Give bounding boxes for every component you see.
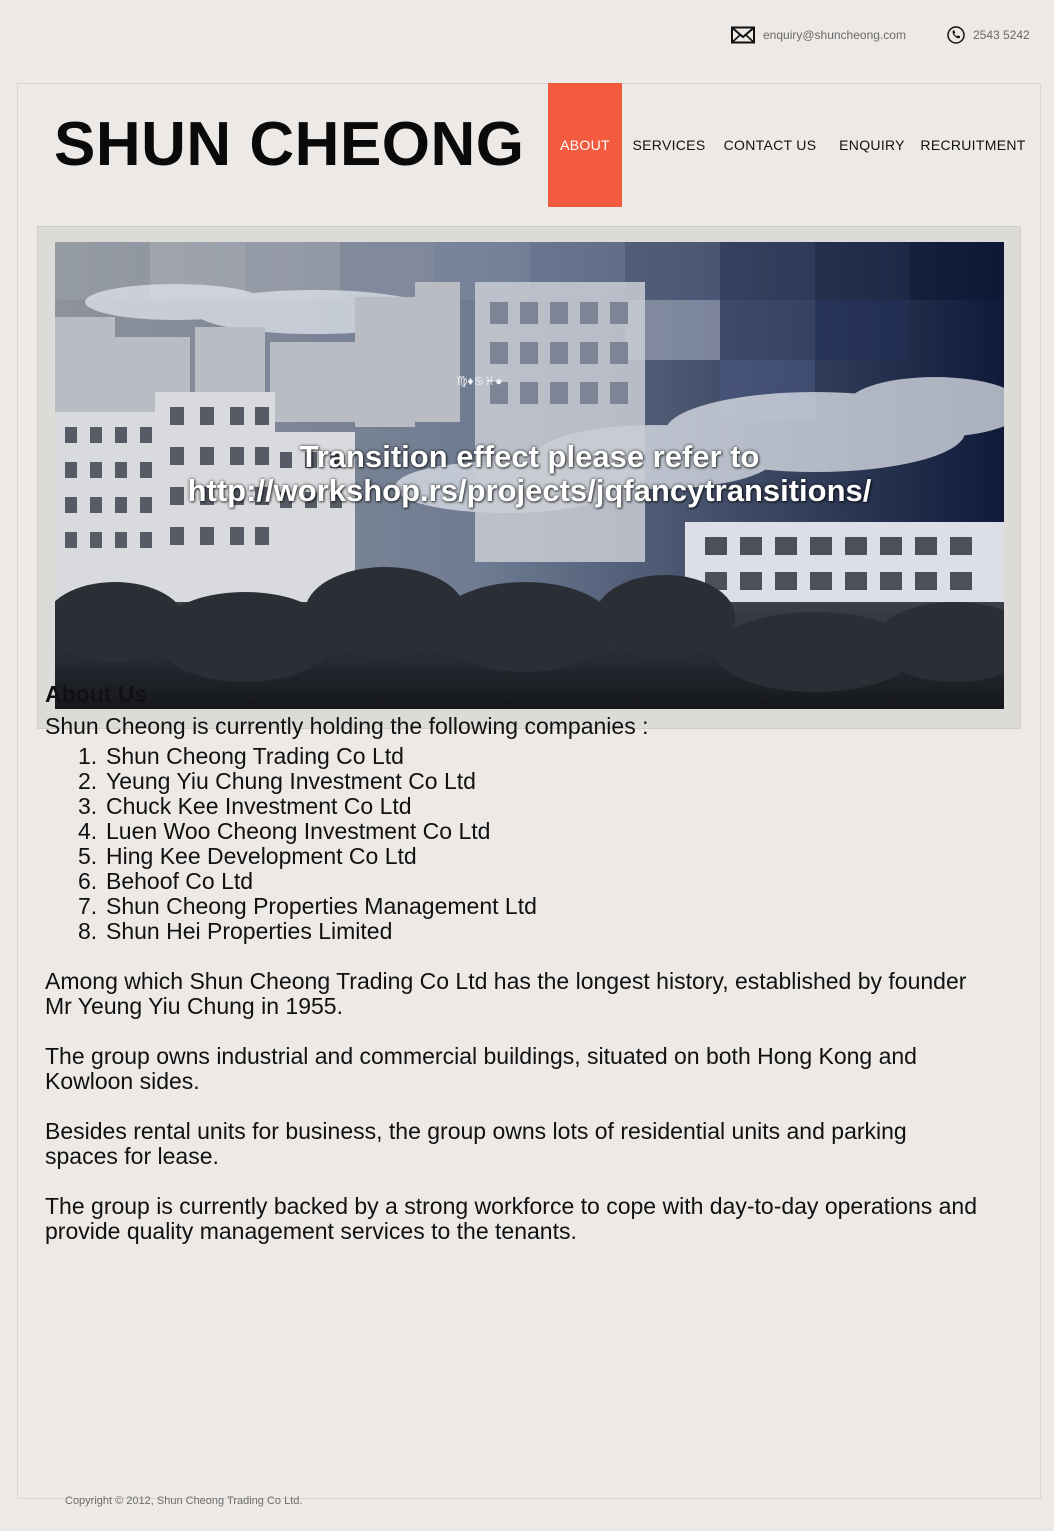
list-number: 1. bbox=[78, 743, 98, 769]
nav-item-contact-us[interactable]: CONTACT US bbox=[723, 137, 817, 153]
envelope-icon bbox=[731, 26, 755, 44]
list-number: 6. bbox=[78, 868, 98, 894]
contact-email[interactable] bbox=[731, 26, 906, 44]
phone-number[interactable]: 2543 5242 bbox=[973, 28, 1030, 42]
about-section bbox=[45, 680, 985, 1244]
list-item bbox=[78, 869, 985, 894]
list-number: 4. bbox=[78, 818, 98, 844]
banner-caption-line-1: Transition effect please refer to bbox=[299, 439, 760, 474]
list-item bbox=[78, 769, 985, 794]
nav-item-enquiry[interactable]: ENQUIRY bbox=[839, 137, 905, 153]
company-name: Behoof Co Ltd bbox=[106, 868, 254, 894]
list-item bbox=[78, 919, 985, 944]
company-name: Yeung Yiu Chung Investment Co Ltd bbox=[106, 768, 476, 794]
list-item bbox=[78, 819, 985, 844]
workforce-paragraph: The group is currently backed by a strong workforce to cope with day-to-day operations and provide quality management services to the tenants. bbox=[45, 1193, 977, 1244]
rental-paragraph: Besides rental units for business, the group owns lots of residential units and parking spaces for lease. bbox=[45, 1118, 907, 1169]
about-intro: Shun Cheong is currently holding the following companies : bbox=[45, 713, 649, 739]
main-nav bbox=[548, 83, 1026, 207]
about-heading: About Us bbox=[45, 681, 148, 707]
nav-item-recruitment[interactable]: RECRUITMENT bbox=[920, 137, 1026, 153]
copyright-text: Copyright © 2012, Shun Cheong Trading Co Ltd. bbox=[65, 1495, 303, 1507]
company-list bbox=[78, 744, 985, 944]
top-contact-bar bbox=[0, 26, 1054, 46]
list-item bbox=[78, 894, 985, 919]
phone-icon bbox=[947, 26, 965, 44]
site-logo[interactable]: SHUN CHEONG bbox=[54, 110, 525, 179]
nav-item-services[interactable]: SERVICES bbox=[632, 137, 706, 153]
company-name: Shun Hei Properties Limited bbox=[106, 918, 393, 944]
company-name: Hing Kee Development Co Ltd bbox=[106, 843, 417, 869]
banner-frame bbox=[37, 226, 1021, 729]
banner-decoration-glyphs: ♍♦♋♓● bbox=[456, 374, 503, 388]
list-number: 2. bbox=[78, 768, 98, 794]
nav-item-about[interactable]: ABOUT bbox=[548, 83, 622, 207]
company-name: Shun Cheong Properties Management Ltd bbox=[106, 893, 537, 919]
list-number: 8. bbox=[78, 918, 98, 944]
buildings-paragraph: The group owns industrial and commercial buildings, situated on both Hong Kong and Kowloon sides. bbox=[45, 1043, 917, 1094]
contact-phone[interactable] bbox=[947, 26, 1030, 44]
company-name: Shun Cheong Trading Co Ltd bbox=[106, 743, 404, 769]
banner-caption bbox=[55, 440, 1004, 508]
company-name: Chuck Kee Investment Co Ltd bbox=[106, 793, 412, 819]
list-number: 5. bbox=[78, 843, 98, 869]
company-name: Luen Woo Cheong Investment Co Ltd bbox=[106, 818, 491, 844]
list-number: 7. bbox=[78, 893, 98, 919]
banner-caption-line-2: http://workshop.rs/projects/jqfancytransitions/ bbox=[187, 473, 872, 508]
list-item bbox=[78, 844, 985, 869]
banner-slideshow[interactable] bbox=[55, 242, 1004, 709]
email-address[interactable]: enquiry@shuncheong.com bbox=[763, 28, 906, 42]
list-item bbox=[78, 794, 985, 819]
list-number: 3. bbox=[78, 793, 98, 819]
history-paragraph: Among which Shun Cheong Trading Co Ltd has the longest history, established by founder Mr Yeung Yiu Chung in 1955. bbox=[45, 968, 967, 1019]
list-item bbox=[78, 744, 985, 769]
